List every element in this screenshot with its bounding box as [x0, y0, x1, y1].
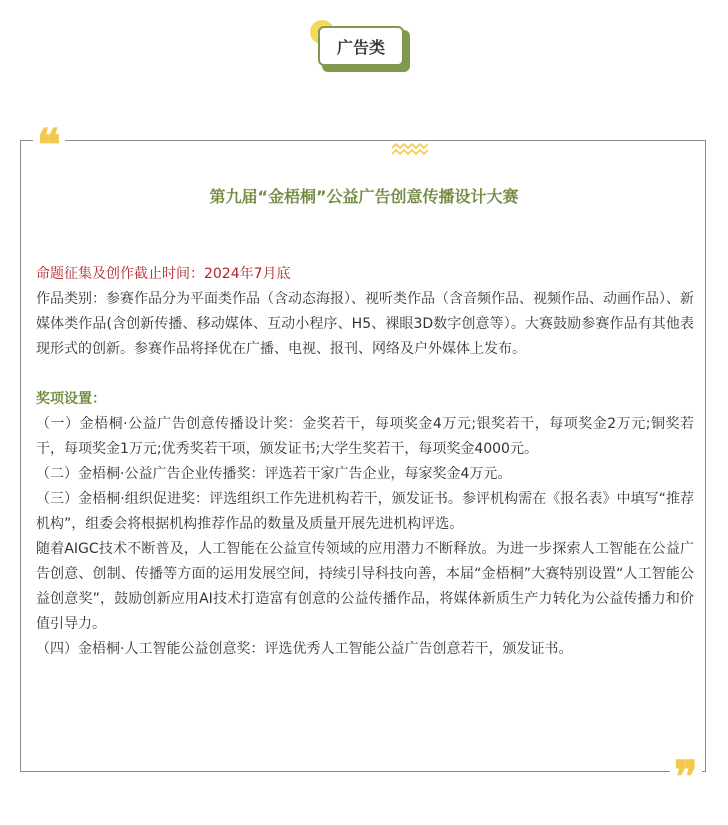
article-body: [36, 262, 694, 662]
category-badge: [318, 26, 410, 72]
page-title: 第九届“金梧桐”公益广告创意传播设计大赛: [209, 187, 519, 206]
quote-close-icon: ❞: [670, 756, 702, 800]
categories-paragraph: 作品类别：参赛作品分为平面类作品（含动态海报）、视听类作品（含音频作品、视频作品、动画作品）、新媒体类作品(含创新传播、移动媒体、互动小程序、H5、裸眼3D数字创意等）。大赛鼓励参赛作品有其他表现形式的创新。参赛作品将择优在广播、电视、报刊、网络及户外媒体上发布。: [36, 291, 694, 357]
ai-paragraph: 随着AIGC技术不断普及，人工智能在公益宣传领域的应用潜力不断释放。为进一步探索人工智能在公益广告创意、创制、传播等方面的运用发展空间，持续引导科技向善，本届“金梧桐”大赛特别设置“人工智能公益创意奖”，鼓励创新应用AI技术打造富有创意的公益传播作品，将媒体新质生产力转化为公益传播力和价值引导力。: [36, 541, 694, 632]
award-item-2: （二）金梧桐·公益广告企业传播奖：评选若干家广告企业，每家奖金4万元。: [36, 466, 512, 482]
award-item-3: （三）金梧桐·组织促进奖：评选组织工作先进机构若干，颁发证书。参评机构需在《报名表》中填写“推荐机构”，组委会将根据机构推荐作品的数量及质量开展先进机构评选。: [36, 491, 694, 532]
badge-label: 广告类: [318, 26, 404, 66]
wave-decoration-icon: [392, 142, 428, 158]
deadline-text: 命题征集及创作截止时间：2024年7月底: [36, 266, 291, 282]
quote-open-icon: ❝: [33, 124, 65, 168]
award-item-1: （一）金梧桐·公益广告创意传播设计奖：金奖若干，每项奖金4万元;银奖若干，每项奖金2万元;铜奖若干，每项奖金1万元;优秀奖若干项，颁发证书;大学生奖若干，每项奖金4000元。: [36, 416, 694, 457]
award-item-4: （四）金梧桐·人工智能公益创意奖：评选优秀人工智能公益广告创意若干，颁发证书。: [36, 641, 573, 657]
awards-heading: 奖项设置：: [36, 391, 106, 407]
